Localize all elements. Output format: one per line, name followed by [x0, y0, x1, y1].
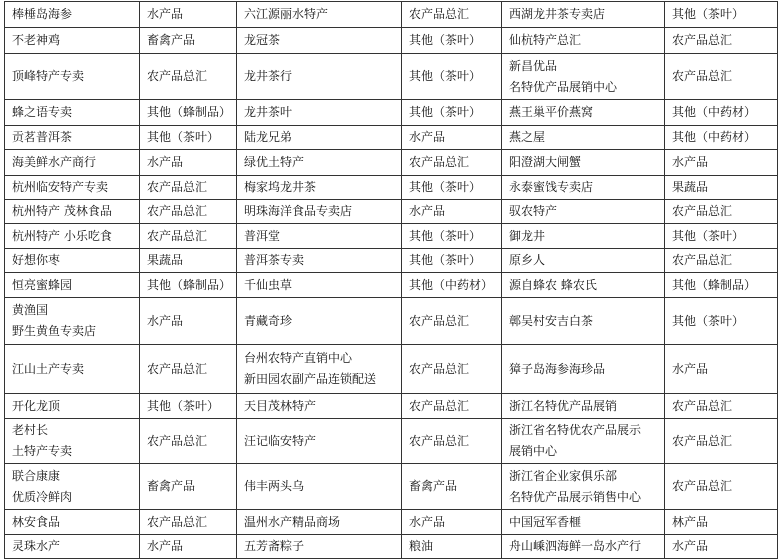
table-cell	[5, 510, 140, 535]
cell-text: 黄渔国	[12, 303, 49, 317]
table-cell	[502, 2, 665, 28]
table-row	[5, 464, 778, 510]
table-row	[5, 2, 778, 28]
cell-text: 水产品	[147, 7, 184, 21]
cell-text: 农产品总汇	[147, 228, 208, 243]
table-cell	[237, 510, 402, 535]
cell-text: 联合康康	[12, 468, 61, 483]
store-category-table	[4, 1, 778, 559]
table-cell	[5, 2, 140, 28]
table-cell	[237, 273, 402, 298]
table-cell	[665, 150, 778, 176]
table-row	[5, 510, 778, 535]
cell-text: 其他（茶叶）	[409, 253, 482, 267]
table-cell	[502, 28, 665, 54]
cell-text: 其他（茶叶）	[147, 398, 220, 413]
table-cell	[140, 273, 237, 298]
cell-text: 开化龙顶	[12, 398, 61, 413]
table-cell	[140, 419, 237, 464]
table-cell	[502, 345, 665, 394]
cell-text: 优质冷鲜肉	[12, 489, 73, 504]
table-cell	[402, 54, 502, 100]
table-cell	[237, 535, 402, 559]
cell-text: 畜禽产品	[409, 479, 458, 493]
cell-text: 其他（茶叶）	[409, 69, 482, 83]
table-cell	[237, 126, 402, 150]
cell-text: 农产品总汇	[147, 433, 208, 448]
table-cell	[5, 273, 140, 298]
table-cell	[665, 464, 778, 510]
table-cell	[140, 100, 237, 126]
cell-text: 农产品总汇	[672, 398, 733, 413]
table-cell	[665, 345, 778, 394]
table-cell	[140, 249, 237, 273]
cell-text: 贡茗普洱茶	[12, 130, 73, 144]
table-cell	[5, 535, 140, 559]
cell-text: 野生黄鱼专卖店	[12, 324, 97, 338]
cell-text: 普洱堂	[244, 228, 281, 243]
cell-text: 六江源丽水特产	[244, 7, 329, 21]
table-row	[5, 224, 778, 249]
table-cell	[502, 126, 665, 150]
cell-text: 农产品总汇	[672, 253, 733, 267]
cell-text: 农产品总汇	[672, 433, 733, 448]
table-cell	[665, 298, 778, 345]
table-cell	[502, 510, 665, 535]
cell-text: 农产品总汇	[147, 514, 208, 529]
table-cell	[665, 224, 778, 249]
cell-text: 绿优土特产	[244, 155, 305, 169]
table-cell	[665, 510, 778, 535]
table-cell	[402, 298, 502, 345]
table-cell	[402, 2, 502, 28]
cell-text: 农产品总汇	[409, 313, 470, 328]
table-cell	[502, 54, 665, 100]
cell-text: 农产品总汇	[672, 69, 733, 83]
cell-text: 龙井茶叶	[244, 105, 293, 119]
table-cell	[237, 224, 402, 249]
table-cell	[665, 100, 778, 126]
table-cell	[237, 54, 402, 100]
table-row	[5, 419, 778, 464]
cell-text: 阳澄湖大闸蟹	[509, 155, 582, 169]
cell-text: 不老神鸡	[12, 33, 61, 47]
cell-text: 其他（蜂制品）	[147, 277, 232, 292]
cell-text: 五芳斋粽子	[244, 539, 305, 553]
table-cell	[5, 419, 140, 464]
table-cell	[140, 464, 237, 510]
cell-text: 陆龙兄弟	[244, 130, 293, 144]
cell-text: 畜禽产品	[147, 33, 196, 47]
table-cell	[5, 464, 140, 510]
table-cell	[402, 126, 502, 150]
cell-text: 燕之屋	[509, 130, 546, 144]
cell-text: 水产品	[147, 155, 184, 169]
cell-text: 水产品	[147, 313, 184, 328]
table-cell	[502, 394, 665, 419]
table-cell	[140, 176, 237, 200]
table-cell	[5, 54, 140, 100]
cell-text: 江山土产专卖	[12, 361, 85, 376]
table-cell	[502, 298, 665, 345]
table-row	[5, 150, 778, 176]
table-row	[5, 100, 778, 126]
cell-text: 顶峰特产专卖	[12, 69, 85, 83]
table-cell	[502, 176, 665, 200]
cell-text: 水产品	[672, 155, 709, 169]
table-cell	[502, 419, 665, 464]
cell-text: 其他（中药材）	[409, 277, 494, 292]
cell-text: 青藏奇珍	[244, 313, 293, 328]
cell-text: 农产品总汇	[409, 433, 470, 448]
table-cell	[502, 100, 665, 126]
table-row	[5, 176, 778, 200]
table-cell	[402, 345, 502, 394]
cell-text: 其他（茶叶）	[672, 7, 745, 21]
cell-text: 永泰蜜饯专卖店	[509, 180, 594, 194]
table-cell	[5, 200, 140, 224]
cell-text: 名特优产品展销中心	[509, 79, 618, 94]
cell-text: 其他（茶叶）	[409, 228, 482, 243]
cell-text: 农产品总汇	[672, 204, 733, 218]
table-cell	[140, 28, 237, 54]
cell-text: 水产品	[409, 204, 446, 218]
table-cell	[140, 2, 237, 28]
cell-text: 温州水产精品商场	[244, 514, 341, 529]
table-cell	[5, 249, 140, 273]
table-cell	[402, 28, 502, 54]
table-cell	[237, 100, 402, 126]
cell-text: 农产品总汇	[147, 69, 208, 83]
cell-text: 农产品总汇	[409, 7, 470, 21]
table-body	[5, 2, 778, 559]
table-cell	[5, 394, 140, 419]
table-cell	[5, 126, 140, 150]
cell-text: 农产品总汇	[147, 204, 208, 218]
cell-text: 水产品	[147, 539, 184, 553]
cell-text: 林产品	[672, 514, 709, 529]
cell-text: 果蔬品	[147, 253, 184, 267]
table-cell	[402, 419, 502, 464]
table-cell	[502, 273, 665, 298]
table-cell	[665, 28, 778, 54]
cell-text: 其他（中药材）	[672, 130, 757, 144]
table-cell	[237, 419, 402, 464]
cell-text: 原乡人	[509, 253, 546, 267]
table-cell	[237, 249, 402, 273]
table-cell	[502, 224, 665, 249]
table-cell	[402, 200, 502, 224]
table-cell	[502, 249, 665, 273]
table-cell	[5, 345, 140, 394]
table-cell	[237, 345, 402, 394]
cell-text: 舟山嵊泗海鲜一岛水产行	[509, 539, 642, 553]
table-cell	[402, 249, 502, 273]
cell-text: 燕王巢平价燕窝	[509, 105, 594, 119]
table-cell	[665, 176, 778, 200]
table-cell	[140, 150, 237, 176]
cell-text: 源自蜂农 蜂农氏	[509, 277, 597, 292]
cell-text: 明珠海洋食品专卖店	[244, 204, 353, 218]
cell-text: 龙井茶行	[244, 69, 293, 83]
table-cell	[140, 510, 237, 535]
table-cell	[5, 176, 140, 200]
cell-text: 农产品总汇	[672, 479, 733, 493]
cell-text: 台州农特产直销中心	[244, 351, 353, 365]
table-cell	[140, 298, 237, 345]
cell-text: 御龙井	[509, 228, 546, 243]
table-cell	[237, 298, 402, 345]
cell-text: 其他（茶叶）	[409, 180, 482, 194]
cell-text: 中国冠军香榧	[509, 514, 582, 529]
table-cell	[5, 100, 140, 126]
cell-text: 千仙虫草	[244, 277, 293, 292]
cell-text: 驭农特产	[509, 204, 558, 218]
table-cell	[5, 298, 140, 345]
cell-text: 土特产专卖	[12, 444, 73, 458]
table-row	[5, 249, 778, 273]
cell-text: 恒亮蜜蜂园	[12, 277, 73, 292]
table-cell	[665, 54, 778, 100]
cell-text: 浙江省名特优农产品展示	[509, 423, 642, 437]
table-row	[5, 126, 778, 150]
cell-text: 蜂之语专卖	[12, 105, 73, 119]
table-cell	[665, 535, 778, 559]
table-cell	[402, 273, 502, 298]
cell-text: 伟丰两头乌	[244, 479, 305, 493]
table-cell	[237, 394, 402, 419]
table-cell	[665, 126, 778, 150]
table-cell	[665, 249, 778, 273]
cell-text: 水产品	[409, 514, 446, 529]
table-cell	[502, 535, 665, 559]
table-cell	[402, 464, 502, 510]
table-row	[5, 535, 778, 559]
table-cell	[140, 54, 237, 100]
cell-text: 畜禽产品	[147, 479, 196, 493]
table-row	[5, 273, 778, 298]
cell-text: 其他（中药材）	[672, 105, 757, 119]
store-category-table-wrapper	[4, 1, 778, 559]
table-row	[5, 345, 778, 394]
table-cell	[237, 200, 402, 224]
table-cell	[5, 150, 140, 176]
cell-text: 其他（茶叶）	[672, 313, 745, 328]
table-cell	[140, 200, 237, 224]
cell-text: 杭州特产 小乐吃食	[12, 228, 112, 243]
table-cell	[665, 419, 778, 464]
cell-text: 灵珠水产	[12, 539, 61, 553]
cell-text: 杭州临安特产专卖	[12, 180, 109, 194]
table-cell	[502, 150, 665, 176]
cell-text: 好想你枣	[12, 253, 61, 267]
table-row	[5, 394, 778, 419]
cell-text: 粮油	[409, 539, 434, 553]
cell-text: 普洱茶专卖	[244, 253, 305, 267]
cell-text: 汪记临安特产	[244, 433, 317, 448]
table-cell	[140, 394, 237, 419]
table-cell	[237, 28, 402, 54]
cell-text: 其他（蜂制品）	[672, 277, 757, 292]
cell-text: 农产品总汇	[147, 180, 208, 194]
cell-text: 浙江省企业家俱乐部	[509, 468, 618, 483]
cell-text: 西湖龙井茶专卖店	[509, 7, 606, 21]
cell-text: 新昌优品	[509, 58, 558, 73]
table-cell	[237, 176, 402, 200]
table-cell	[237, 150, 402, 176]
cell-text: 其他（茶叶）	[409, 105, 482, 119]
table-cell	[237, 464, 402, 510]
cell-text: 其他（茶叶）	[147, 130, 220, 144]
cell-text: 水产品	[672, 539, 709, 553]
table-cell	[502, 200, 665, 224]
cell-text: 鄣吴村安吉白茶	[509, 313, 594, 328]
cell-text: 杭州特产 茂林食品	[12, 204, 112, 218]
table-cell	[402, 176, 502, 200]
cell-text: 其他（茶叶）	[409, 33, 482, 47]
table-cell	[140, 224, 237, 249]
table-cell	[402, 150, 502, 176]
table-cell	[402, 100, 502, 126]
table-cell	[5, 28, 140, 54]
cell-text: 老村长	[12, 423, 49, 437]
cell-text: 浙江名特优产品展销	[509, 398, 618, 413]
cell-text: 名特优产品展示销售中心	[509, 489, 642, 504]
cell-text: 龙冠茶	[244, 33, 281, 47]
table-cell	[140, 535, 237, 559]
table-row	[5, 298, 778, 345]
cell-text: 棒棰岛海参	[12, 7, 73, 21]
cell-text: 农产品总汇	[672, 33, 733, 47]
cell-text: 其他（茶叶）	[672, 228, 745, 243]
cell-text: 农产品总汇	[409, 361, 470, 376]
table-row	[5, 200, 778, 224]
table-cell	[665, 394, 778, 419]
table-row	[5, 54, 778, 100]
table-cell	[502, 464, 665, 510]
table-cell	[140, 345, 237, 394]
table-row	[5, 28, 778, 54]
cell-text: 其他（蜂制品）	[147, 105, 232, 119]
table-cell	[402, 224, 502, 249]
cell-text: 果蔬品	[672, 180, 709, 194]
cell-text: 水产品	[672, 361, 709, 376]
cell-text: 新田园农副产品连锁配送	[244, 372, 377, 386]
table-cell	[402, 394, 502, 419]
table-cell	[237, 2, 402, 28]
cell-text: 獐子岛海参海珍品	[509, 361, 606, 376]
cell-text: 水产品	[409, 130, 446, 144]
cell-text: 展销中心	[509, 444, 558, 458]
table-cell	[140, 126, 237, 150]
table-cell	[402, 535, 502, 559]
table-cell	[402, 510, 502, 535]
table-cell	[5, 224, 140, 249]
cell-text: 农产品总汇	[409, 155, 470, 169]
cell-text: 农产品总汇	[409, 398, 470, 413]
table-cell	[665, 273, 778, 298]
cell-text: 农产品总汇	[147, 361, 208, 376]
cell-text: 仙杭特产总汇	[509, 33, 582, 47]
cell-text: 天目茂林特产	[244, 398, 317, 413]
cell-text: 林安食品	[12, 514, 61, 529]
cell-text: 梅家坞龙井茶	[244, 180, 317, 194]
table-cell	[665, 200, 778, 224]
table-cell	[665, 2, 778, 28]
cell-text: 海美鲜水产商行	[12, 155, 97, 169]
